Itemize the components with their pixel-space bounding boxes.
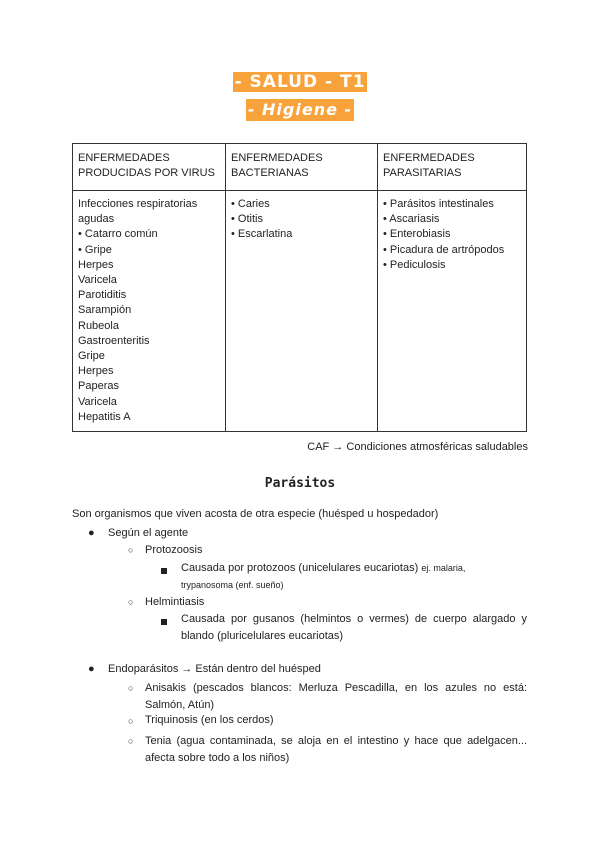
- bacterial-cell: [226, 191, 378, 432]
- list-item: Hepatitis A: [78, 410, 131, 423]
- header-bacterial: [226, 144, 378, 191]
- list-item-triquinosis: Triquinosis (en los cerdos): [145, 714, 274, 726]
- header-line: PRODUCIDAS POR VIRUS: [78, 167, 215, 180]
- list-item: Sarampión: [78, 304, 132, 317]
- header-line: BACTERIANAS: [231, 167, 309, 180]
- bullet-hollow: ○: [128, 716, 134, 726]
- list-item: • Gripe: [78, 243, 112, 256]
- list-item: • Catarro común: [78, 228, 158, 241]
- header-virus: [73, 144, 226, 191]
- header-line: ENFERMEDADES: [231, 152, 323, 164]
- list-item: agudas: [78, 213, 115, 226]
- list-item: Parotiditis: [78, 289, 127, 302]
- list-item: • Caries: [231, 198, 270, 210]
- list-item: Varicela: [78, 395, 117, 408]
- list-item: Gripe: [78, 350, 105, 363]
- title-block: [0, 72, 600, 121]
- bullet-solid: ●: [88, 663, 95, 675]
- list-item: • Enterobiasis: [383, 228, 451, 241]
- header-parasitic: [378, 144, 527, 191]
- list-item-helmintiasis: Helmintiasis: [145, 596, 205, 608]
- helmintiasis-description: Causada por gusanos (helmintos o vermes) de cuerpo alargado y blando (pluricelulares eucariotas): [181, 613, 527, 642]
- list-item: Herpes: [78, 258, 114, 271]
- text: Causada por protozoos (unicelulares eucariotas): [181, 562, 419, 574]
- list-item: Infecciones respiratorias: [78, 198, 198, 210]
- text: trypanosoma (enf. sueño): [181, 580, 284, 590]
- parasitic-cell: [378, 191, 527, 432]
- table-header-row: [73, 144, 527, 191]
- list-item: Gastroenteritis: [78, 334, 150, 347]
- caf-note: CAF → Condiciones atmosféricas saludables: [307, 441, 528, 453]
- text: ej. malaria,: [421, 563, 466, 573]
- section-title: Parásitos: [264, 476, 336, 491]
- bullet-hollow: ○: [128, 545, 134, 555]
- list-item: Varicela: [78, 274, 117, 287]
- list-item: • Ascariasis: [383, 213, 440, 226]
- list-item-tenia: Tenia (agua contaminada, se aloja en el intestino y hace que adelgacen... afecta sobre todo a los niños): [145, 735, 527, 764]
- bullet-square: [161, 568, 167, 574]
- list-item: • Pediculosis: [383, 258, 446, 271]
- intro-paragraph: Son organismos que viven acosta de otra especie (huésped u hospedador): [72, 508, 439, 520]
- list-item: • Otitis: [231, 213, 263, 226]
- list-item-endoparasitos: Endoparásitos → Están dentro del huésped: [108, 663, 321, 675]
- table-body-row: [73, 191, 527, 432]
- list-item: • Parásitos intestinales: [383, 198, 494, 210]
- list-item-protozoosis: Protozoosis: [145, 544, 203, 556]
- list-item-segun: Según el agente: [108, 527, 189, 539]
- bullet-hollow: ○: [128, 736, 134, 746]
- virus-cell: [73, 191, 226, 432]
- document-title: - SALUD - T1: [234, 72, 366, 92]
- header-line: ENFERMEDADES: [383, 152, 475, 164]
- header-line: ENFERMEDADES: [78, 152, 170, 164]
- protozoosis-description: [181, 560, 527, 594]
- list-item: Herpes: [78, 365, 114, 378]
- bullet-solid: ●: [88, 527, 95, 539]
- bullet-hollow: ○: [128, 683, 134, 693]
- list-item: • Escarlatina: [231, 228, 293, 241]
- header-line: PARASITARIAS: [383, 167, 462, 180]
- bullet-hollow: ○: [128, 597, 134, 607]
- diseases-table: [72, 143, 527, 432]
- list-item: • Picadura de artrópodos: [383, 243, 505, 256]
- document-subtitle: - Higiene -: [247, 100, 353, 119]
- list-item: Rubeola: [78, 319, 119, 332]
- list-item: Paperas: [78, 380, 119, 393]
- bullet-square: [161, 619, 167, 625]
- list-item-anisakis: Anisakis (pescados blancos: Merluza Pescadilla, en los azules no está: Salmón, Atún): [145, 682, 527, 711]
